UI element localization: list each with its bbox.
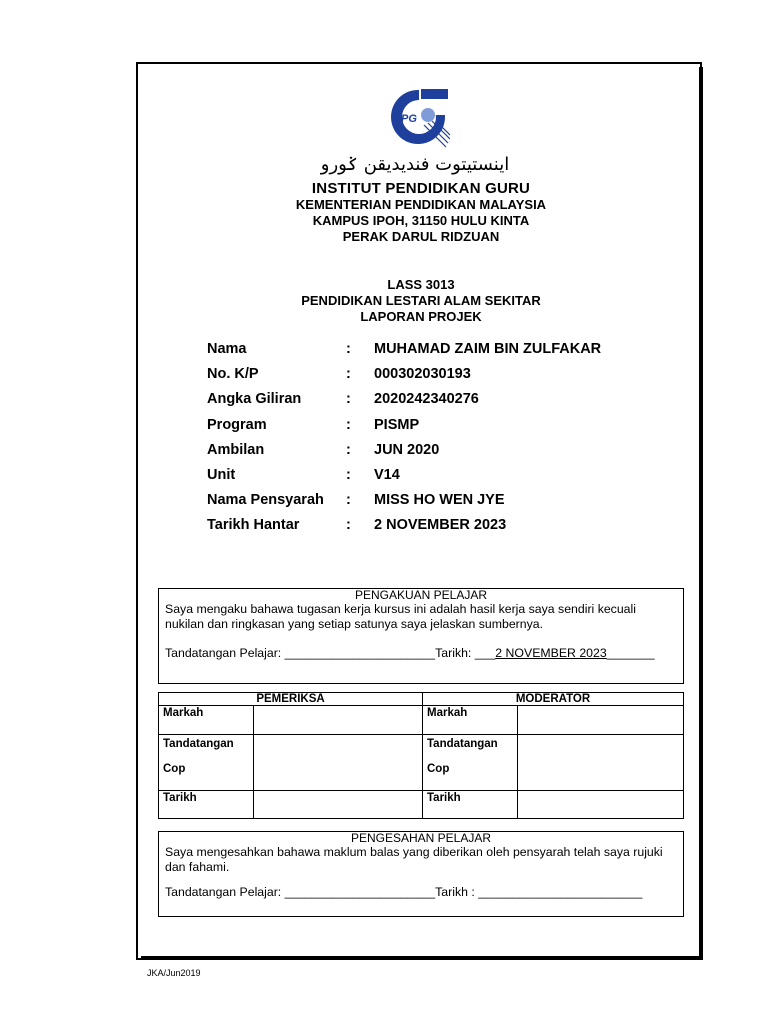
signature-label: Tandatangan [427, 738, 498, 750]
date-label: Tarikh: [435, 646, 472, 660]
date-suffix: _______ [606, 646, 655, 660]
info-colon: : [346, 492, 351, 508]
info-value: MUHAMAD ZAIM BIN ZULFAKAR [374, 341, 602, 357]
moderator-marks-label: Markah [423, 706, 518, 735]
info-label: Ambilan [207, 442, 265, 458]
moderator-signature-label [423, 735, 518, 791]
info-value: PISMP [374, 417, 420, 433]
info-colon: : [346, 341, 351, 357]
signature-field[interactable]: ______________________ [284, 646, 436, 660]
ministry-name: KEMENTERIAN PENDIDIKAN MALAYSIA [295, 197, 547, 212]
examiner-marks-cell[interactable] [254, 706, 423, 735]
examiner-header: PEMERIKSA [159, 693, 423, 706]
info-value: V14 [374, 467, 400, 483]
grading-table [158, 692, 684, 819]
campus-address: KAMPUS IPOH, 31150 HULU KINTA [312, 213, 530, 228]
course-code: LASS 3013 [387, 277, 455, 292]
info-value: 000302030193 [374, 366, 471, 382]
moderator-header: MODERATOR [423, 693, 684, 706]
signature-field[interactable]: ______________________ [284, 885, 436, 899]
institute-name: INSTITUT PENDIDIKAN GURU [311, 180, 531, 197]
declaration-text: Saya mengaku bahawa tugasan kerja kursus ini adalah hasil kerja saya sendiri kecuali nukilan dan ringkasan yang setiap satunya saya jelaskan sumbernya. [165, 602, 636, 631]
info-colon: : [346, 391, 351, 407]
info-label: Tarikh Hantar [207, 517, 300, 533]
info-value: 2020242340276 [374, 391, 479, 407]
date-value: 2 NOVEMBER 2023 [495, 646, 607, 660]
examiner-signature-cell[interactable] [254, 735, 423, 791]
moderator-date-cell[interactable] [518, 791, 684, 819]
confirmation-box [158, 831, 684, 917]
info-colon: : [346, 467, 351, 483]
report-type: LAPORAN PROJEK [360, 309, 482, 324]
confirmation-text: Saya mengesahkan bahawa maklum balas yang diberikan oleh pensyarah telah saya rujuki dan fahami. [165, 845, 663, 874]
signature-label: Tandatangan [163, 738, 234, 750]
ipg-logo [388, 85, 450, 149]
date-field[interactable]: ________________________ [478, 885, 643, 899]
info-label: Angka Giliran [207, 391, 302, 407]
info-label: Nama Pensyarah [207, 492, 324, 508]
date-label: Tarikh : [435, 885, 475, 899]
logo-text: IPG [398, 113, 417, 125]
examiner-date-label: Tarikh [159, 791, 254, 819]
info-value: 2 NOVEMBER 2023 [374, 517, 507, 533]
info-label: Program [207, 417, 267, 433]
confirmation-signature-line [165, 885, 677, 900]
moderator-marks-cell[interactable] [518, 706, 684, 735]
jawi-institute-name: اينستيتوت فنديديقن ݢورو [320, 154, 510, 175]
stamp-label: Cop [163, 763, 186, 775]
signature-label: Tandatangan Pelajar: [165, 885, 282, 899]
moderator-date-label: Tarikh [423, 791, 518, 819]
examiner-signature-label [159, 735, 254, 791]
examiner-marks-label: Markah [159, 706, 254, 735]
info-colon: : [346, 366, 351, 382]
info-label: Unit [207, 467, 236, 483]
declaration-signature-line [165, 646, 677, 661]
state-name: PERAK DARUL RIDZUAN [342, 229, 500, 244]
info-label: Nama [207, 341, 247, 357]
signature-label: Tandatangan Pelajar: [165, 646, 282, 660]
info-label: No. K/P [207, 366, 259, 382]
info-colon: : [346, 442, 351, 458]
form-code: JKA/Jun2019 [147, 968, 201, 978]
examiner-date-cell[interactable] [254, 791, 423, 819]
info-colon: : [346, 517, 351, 533]
date-prefix: ___ [474, 646, 496, 660]
declaration-box [158, 588, 684, 684]
declaration-title: PENGAKUAN PELAJAR [354, 588, 488, 602]
info-value: JUN 2020 [374, 442, 440, 458]
moderator-signature-cell[interactable] [518, 735, 684, 791]
info-colon: : [346, 417, 351, 433]
info-value: MISS HO WEN JYE [374, 492, 505, 508]
confirmation-title: PENGESAHAN PELAJAR [350, 831, 492, 845]
course-name: PENDIDIKAN LESTARI ALAM SEKITAR [301, 293, 541, 308]
stamp-label: Cop [427, 763, 450, 775]
